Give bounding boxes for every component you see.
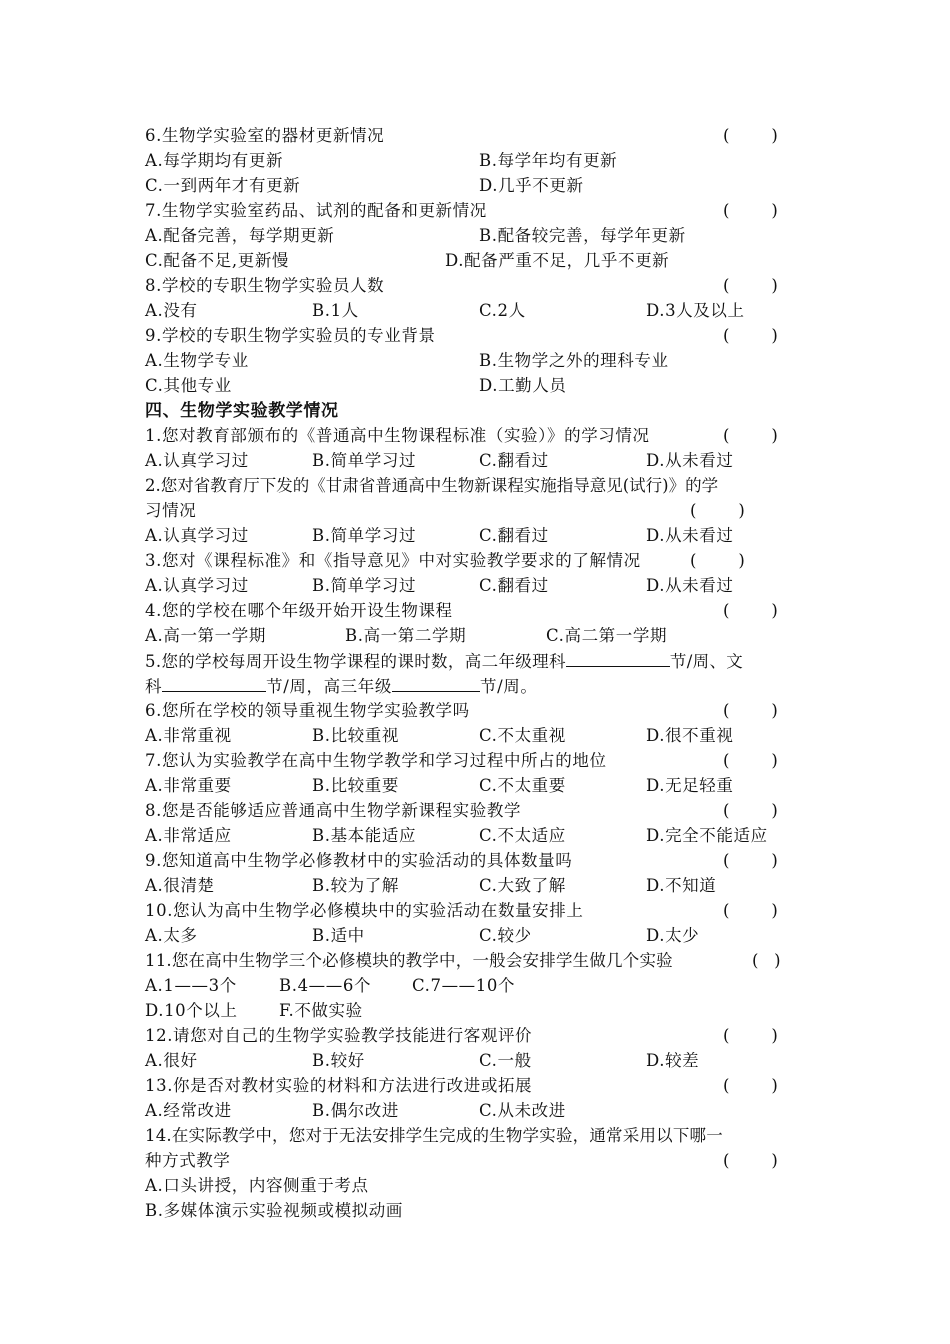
- option[interactable]: D.太少: [646, 926, 700, 945]
- option[interactable]: C.较少: [479, 926, 532, 945]
- option[interactable]: B.偶尔改进: [312, 1101, 399, 1120]
- question-9-staff-background: 9.学校的专职生物学实验员的专业背景: [145, 326, 436, 345]
- option[interactable]: B.适中: [312, 926, 365, 945]
- option[interactable]: B.基本能适应: [312, 826, 417, 845]
- answer-bracket[interactable]: ( ): [723, 1076, 778, 1095]
- blank-science-hours[interactable]: [566, 651, 670, 667]
- question-2-guidance: 2.您对省教育厅下发的《甘肃省普通高中生物新课程实施指导意见(试行)》的学: [145, 476, 719, 495]
- question-4-start-grade: 4.您的学校在哪个年级开始开设生物课程: [145, 601, 453, 620]
- option[interactable]: B.多媒体演示实验视频或模拟动画: [145, 1201, 403, 1220]
- option[interactable]: B.比较重视: [312, 726, 399, 745]
- answer-bracket[interactable]: ( ): [723, 1026, 778, 1045]
- answer-bracket[interactable]: ( ): [723, 701, 778, 720]
- option[interactable]: A.认真学习过: [145, 451, 249, 470]
- question-5-text: 节/周、文: [669, 652, 744, 671]
- option[interactable]: D.从未看过: [646, 451, 734, 470]
- question-2-continued: 习情况: [145, 501, 197, 520]
- option[interactable]: B.4——6个: [279, 976, 372, 995]
- option[interactable]: B.高一第二学期: [345, 626, 467, 645]
- question-8-lab-staff-count: 8.学校的专职生物学实验员人数: [145, 276, 385, 295]
- option[interactable]: B.简单学习过: [312, 526, 417, 545]
- option[interactable]: B.较为了解: [312, 876, 399, 895]
- option[interactable]: C.翻看过: [479, 526, 549, 545]
- option[interactable]: C.不太重要: [479, 776, 566, 795]
- answer-bracket[interactable]: ( ): [690, 501, 745, 520]
- option[interactable]: D.很不重视: [646, 726, 734, 745]
- option[interactable]: C.不太重视: [479, 726, 566, 745]
- answer-bracket[interactable]: ( ): [723, 426, 778, 445]
- question-6-equipment-update: 6.生物学实验室的器材更新情况: [145, 126, 385, 145]
- option[interactable]: D.无足轻重: [646, 776, 734, 795]
- question-13-improvement: 13.你是否对教材实验的材料和方法进行改进或拓展: [145, 1076, 533, 1095]
- question-7-reagents: 7.生物学实验室药品、试剂的配备和更新情况: [145, 201, 487, 220]
- option[interactable]: C.从未改进: [479, 1101, 566, 1120]
- answer-bracket[interactable]: ( ): [723, 326, 778, 345]
- option[interactable]: A.非常重要: [145, 776, 232, 795]
- option[interactable]: A.没有: [145, 301, 198, 320]
- option[interactable]: D.工勤人员: [479, 376, 567, 395]
- option[interactable]: A.口头讲授，内容侧重于考点: [145, 1176, 369, 1195]
- option[interactable]: C.高二第一学期: [546, 626, 668, 645]
- option[interactable]: C.其他专业: [145, 376, 232, 395]
- option[interactable]: B.简单学习过: [312, 576, 417, 595]
- option[interactable]: C.7——10个: [412, 976, 516, 995]
- option[interactable]: A.经常改进: [145, 1101, 232, 1120]
- question-5-text: 科: [145, 677, 163, 696]
- option[interactable]: A.非常适应: [145, 826, 232, 845]
- blank-grade3-hours[interactable]: [392, 676, 480, 692]
- option[interactable]: B.1人: [312, 301, 359, 320]
- blank-arts-hours[interactable]: [162, 676, 266, 692]
- option[interactable]: A.太多: [145, 926, 198, 945]
- answer-bracket[interactable]: ( ): [723, 601, 778, 620]
- question-14-continued: 种方式教学: [145, 1151, 231, 1170]
- question-6-leadership: 6.您所在学校的领导重视生物学实验教学吗: [145, 701, 470, 720]
- option[interactable]: A.很好: [145, 1051, 198, 1070]
- option[interactable]: D.不知道: [646, 876, 717, 895]
- answer-bracket[interactable]: ( ): [723, 751, 778, 770]
- answer-bracket[interactable]: ( ): [723, 201, 778, 220]
- answer-bracket[interactable]: ( ): [723, 276, 778, 295]
- question-7-importance: 7.您认为实验教学在高中生物学教学和学习过程中所占的地位: [145, 751, 607, 770]
- option[interactable]: A.每学期均有更新: [145, 151, 284, 170]
- question-11-experiments-arranged: 11.您在高中生物学三个必修模块的教学中，一般会安排学生做几个实验: [145, 951, 673, 970]
- option[interactable]: F.不做实验: [279, 1001, 363, 1020]
- option[interactable]: A.认真学习过: [145, 576, 249, 595]
- answer-bracket[interactable]: ( ): [723, 851, 778, 870]
- question-5-text: 节/周，高三年级: [266, 677, 392, 696]
- option[interactable]: D.从未看过: [646, 526, 734, 545]
- question-8-adaptation: 8.您是否能够适应普通高中生物学新课程实验教学: [145, 801, 522, 820]
- answer-bracket[interactable]: ( ): [752, 951, 781, 970]
- question-9-experiment-count: 9.您知道高中生物学必修教材中的实验活动的具体数量吗: [145, 851, 573, 870]
- answer-bracket[interactable]: ( ): [723, 1151, 778, 1170]
- question-14-teaching-method: 14.在实际教学中，您对于无法安排学生完成的生物学实验，通常采用以下哪一: [145, 1126, 723, 1145]
- option[interactable]: D.从未看过: [646, 576, 734, 595]
- option[interactable]: C.大致了解: [479, 876, 566, 895]
- option[interactable]: B.比较重要: [312, 776, 399, 795]
- question-10-quantity: 10.您认为高中生物学必修模块中的实验活动在数量安排上: [145, 901, 584, 920]
- option[interactable]: C.翻看过: [479, 576, 549, 595]
- option[interactable]: D.几乎不更新: [479, 176, 584, 195]
- option[interactable]: A.配备完善，每学期更新: [145, 226, 335, 245]
- option[interactable]: D.10个以上: [145, 1001, 238, 1020]
- question-3-requirements: 3.您对《课程标准》和《指导意见》中对实验教学要求的了解情况: [145, 551, 641, 570]
- option[interactable]: B.较好: [312, 1051, 365, 1070]
- option[interactable]: C.一到两年才有更新: [145, 176, 301, 195]
- option[interactable]: C.翻看过: [479, 451, 549, 470]
- answer-bracket[interactable]: ( ): [723, 901, 778, 920]
- option[interactable]: D.配备严重不足，几乎不更新: [445, 251, 670, 270]
- question-5-text: 5.您的学校每周开设生物学课程的课时数，高二年级理科: [145, 652, 566, 671]
- option[interactable]: C.2人: [479, 301, 526, 320]
- option[interactable]: C.不太适应: [479, 826, 566, 845]
- option[interactable]: C.配备不足,更新慢: [145, 251, 290, 270]
- option[interactable]: B.简单学习过: [312, 451, 417, 470]
- answer-bracket[interactable]: ( ): [723, 801, 778, 820]
- answer-bracket[interactable]: ( ): [690, 551, 745, 570]
- option[interactable]: A.非常重视: [145, 726, 232, 745]
- option[interactable]: A.很清楚: [145, 876, 215, 895]
- option[interactable]: B.生物学之外的理科专业: [479, 351, 669, 370]
- option[interactable]: A.生物学专业: [145, 351, 249, 370]
- option[interactable]: C.一般: [479, 1051, 532, 1070]
- option[interactable]: A.认真学习过: [145, 526, 249, 545]
- option[interactable]: B.配备较完善，每学年更新: [479, 226, 686, 245]
- option[interactable]: A.高一第一学期: [145, 626, 266, 645]
- option[interactable]: D.完全不能适应: [646, 826, 768, 845]
- option[interactable]: D.3人及以上: [646, 301, 745, 320]
- question-1-standard: 1.您对教育部颁布的《普通高中生物课程标准（实验）》的学习情况: [145, 426, 650, 445]
- section-heading: 四、生物学实验教学情况: [145, 401, 339, 421]
- option[interactable]: B.每学年均有更新: [479, 151, 618, 170]
- option[interactable]: D.较差: [646, 1051, 700, 1070]
- question-5-text: 节/周。: [479, 677, 538, 696]
- question-5-continued: [145, 676, 537, 697]
- option[interactable]: A.1——3个: [145, 976, 237, 995]
- question-12-self-evaluation: 12.请您对自己的生物学实验教学技能进行客观评价: [145, 1026, 533, 1045]
- answer-bracket[interactable]: ( ): [723, 126, 778, 145]
- question-5-hours-per-week: [145, 651, 743, 672]
